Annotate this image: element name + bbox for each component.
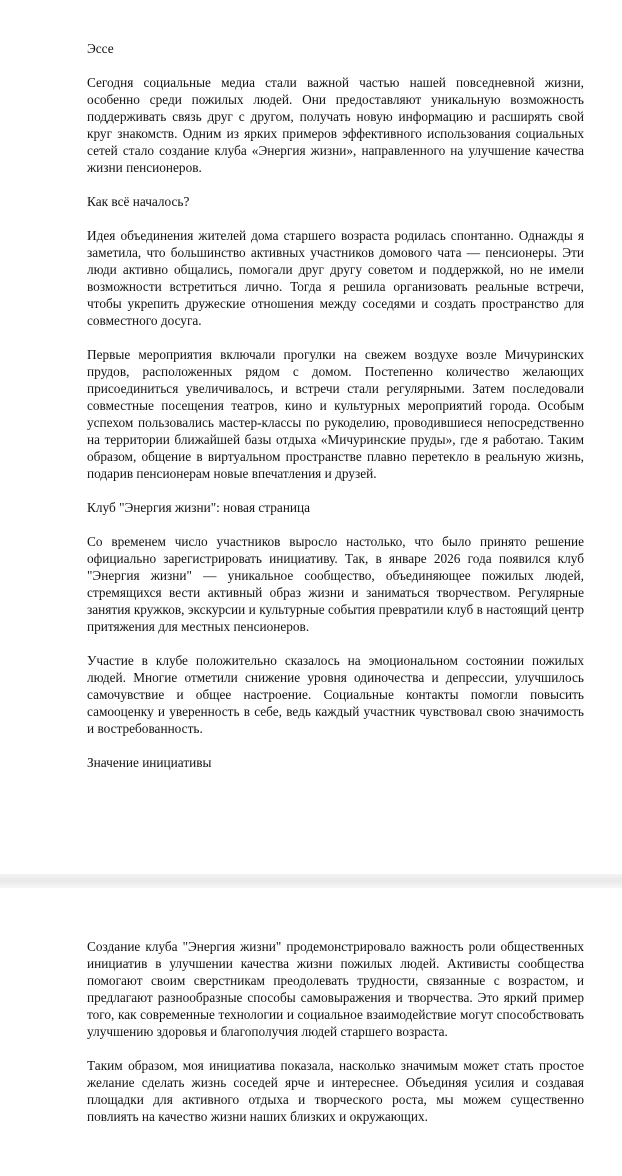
document-page-2 (0, 888, 622, 1176)
beginning-paragraph-1: Идея объединения жителей дома старшего возраста родилась спонтанно. Однажды я заметила, что большинство активных участников домового чата — пенсионеры. Эти люди активно общались, помогали друг другу советом и поддержкой, но не имели возможности встретиться лично. Тогда я решила организовать реальные встречи, чтобы укрепить дружеские отношения между соседями и создать пространство для совместного досуга. (87, 228, 584, 328)
section-heading-beginning: Как всё началось? (87, 194, 190, 209)
page-2-text-area[interactable] (87, 938, 584, 1142)
intro-paragraph: Сегодня социальные медиа стали важной частью нашей повседневной жизни, особенно среди пожилых людей. Они предоставляют уникальную возможность поддерживать связь друг с другом, получать новую информацию и расширять свой круг знакомств. Одним из ярких примеров эффективного использования социальных сетей стало создание клуба «Энергия жизни», направленного на улучшение качества жизни пенсионеров. (87, 75, 584, 175)
conclusion-paragraph: Таким образом, моя инициатива показала, насколько значимым может стать простое желание сделать жизнь соседей ярче и интереснее. Объединяя усилия и создавая площадки для активного отдыха и творческого роста, мы можем существенно повлиять на качество жизни наших близких и окружающих. (87, 1058, 584, 1124)
club-paragraph-2: Участие в клубе положительно сказалось на эмоциональном состоянии пожилых людей. Многие отметили снижение уровня одиночества и депрессии, улучшилось самочувствие и общее настроение. Социальные контакты помогли повысить самооценку и уверенность в себе, ведь каждый участник чувствовал свою значимость и востребованность. (87, 653, 584, 736)
club-paragraph-1: Со временем число участников выросло настолько, что было принято решение официально зарегистрировать инициативу. Так, в январе 2026 года появился клуб "Энергия жизни" — уникальное сообщество, объединяющее пожилых людей, стремящихся вести активный образ жизни и заниматься творчеством. Регулярные занятия кружков, экскурсии и культурные события превратили клуб в настоящий центр притяжения для местных пенсионеров. (87, 534, 584, 634)
section-heading-significance: Значение инициативы (87, 755, 212, 770)
essay-title: Эссе (87, 41, 114, 56)
section-heading-club: Клуб "Энергия жизни": новая страница (87, 500, 311, 515)
beginning-paragraph-2: Первые мероприятия включали прогулки на свежем воздухе возле Мичуринских прудов, расположенных рядом с домом. Постепенно количество желающих присоединиться увеличивалось, и встречи стали регулярными. Затем последовали совместные посещения театров, кино и культурных мероприятий города. Особым успехом пользовались мастер-классы по рукоделию, проводившиеся непосредственно на территории ближайшей базы отдыха «Мичуринские пруды», где я работаю. Таким образом, общение в виртуальном пространстве плавно перетекло в реальную жизнь, подарив пенсионерам новые впечатления и друзей. (87, 347, 584, 481)
significance-paragraph: Создание клуба "Энергия жизни" продемонстрировало важность роли общественных инициатив в улучшении качества жизни пожилых людей. Активисты сообщества помогают своим сверстникам преодолевать трудности, связанные с возрастом, и предлагают разнообразные способы самовыражения и творчества. Это яркий пример того, как современные технологии и социальное взаимодействие могут способствовать улучшению здоровья и благополучия людей старшего возраста. (87, 939, 584, 1039)
page-1-text-area[interactable] (87, 40, 584, 788)
page-break-divider (0, 874, 622, 888)
